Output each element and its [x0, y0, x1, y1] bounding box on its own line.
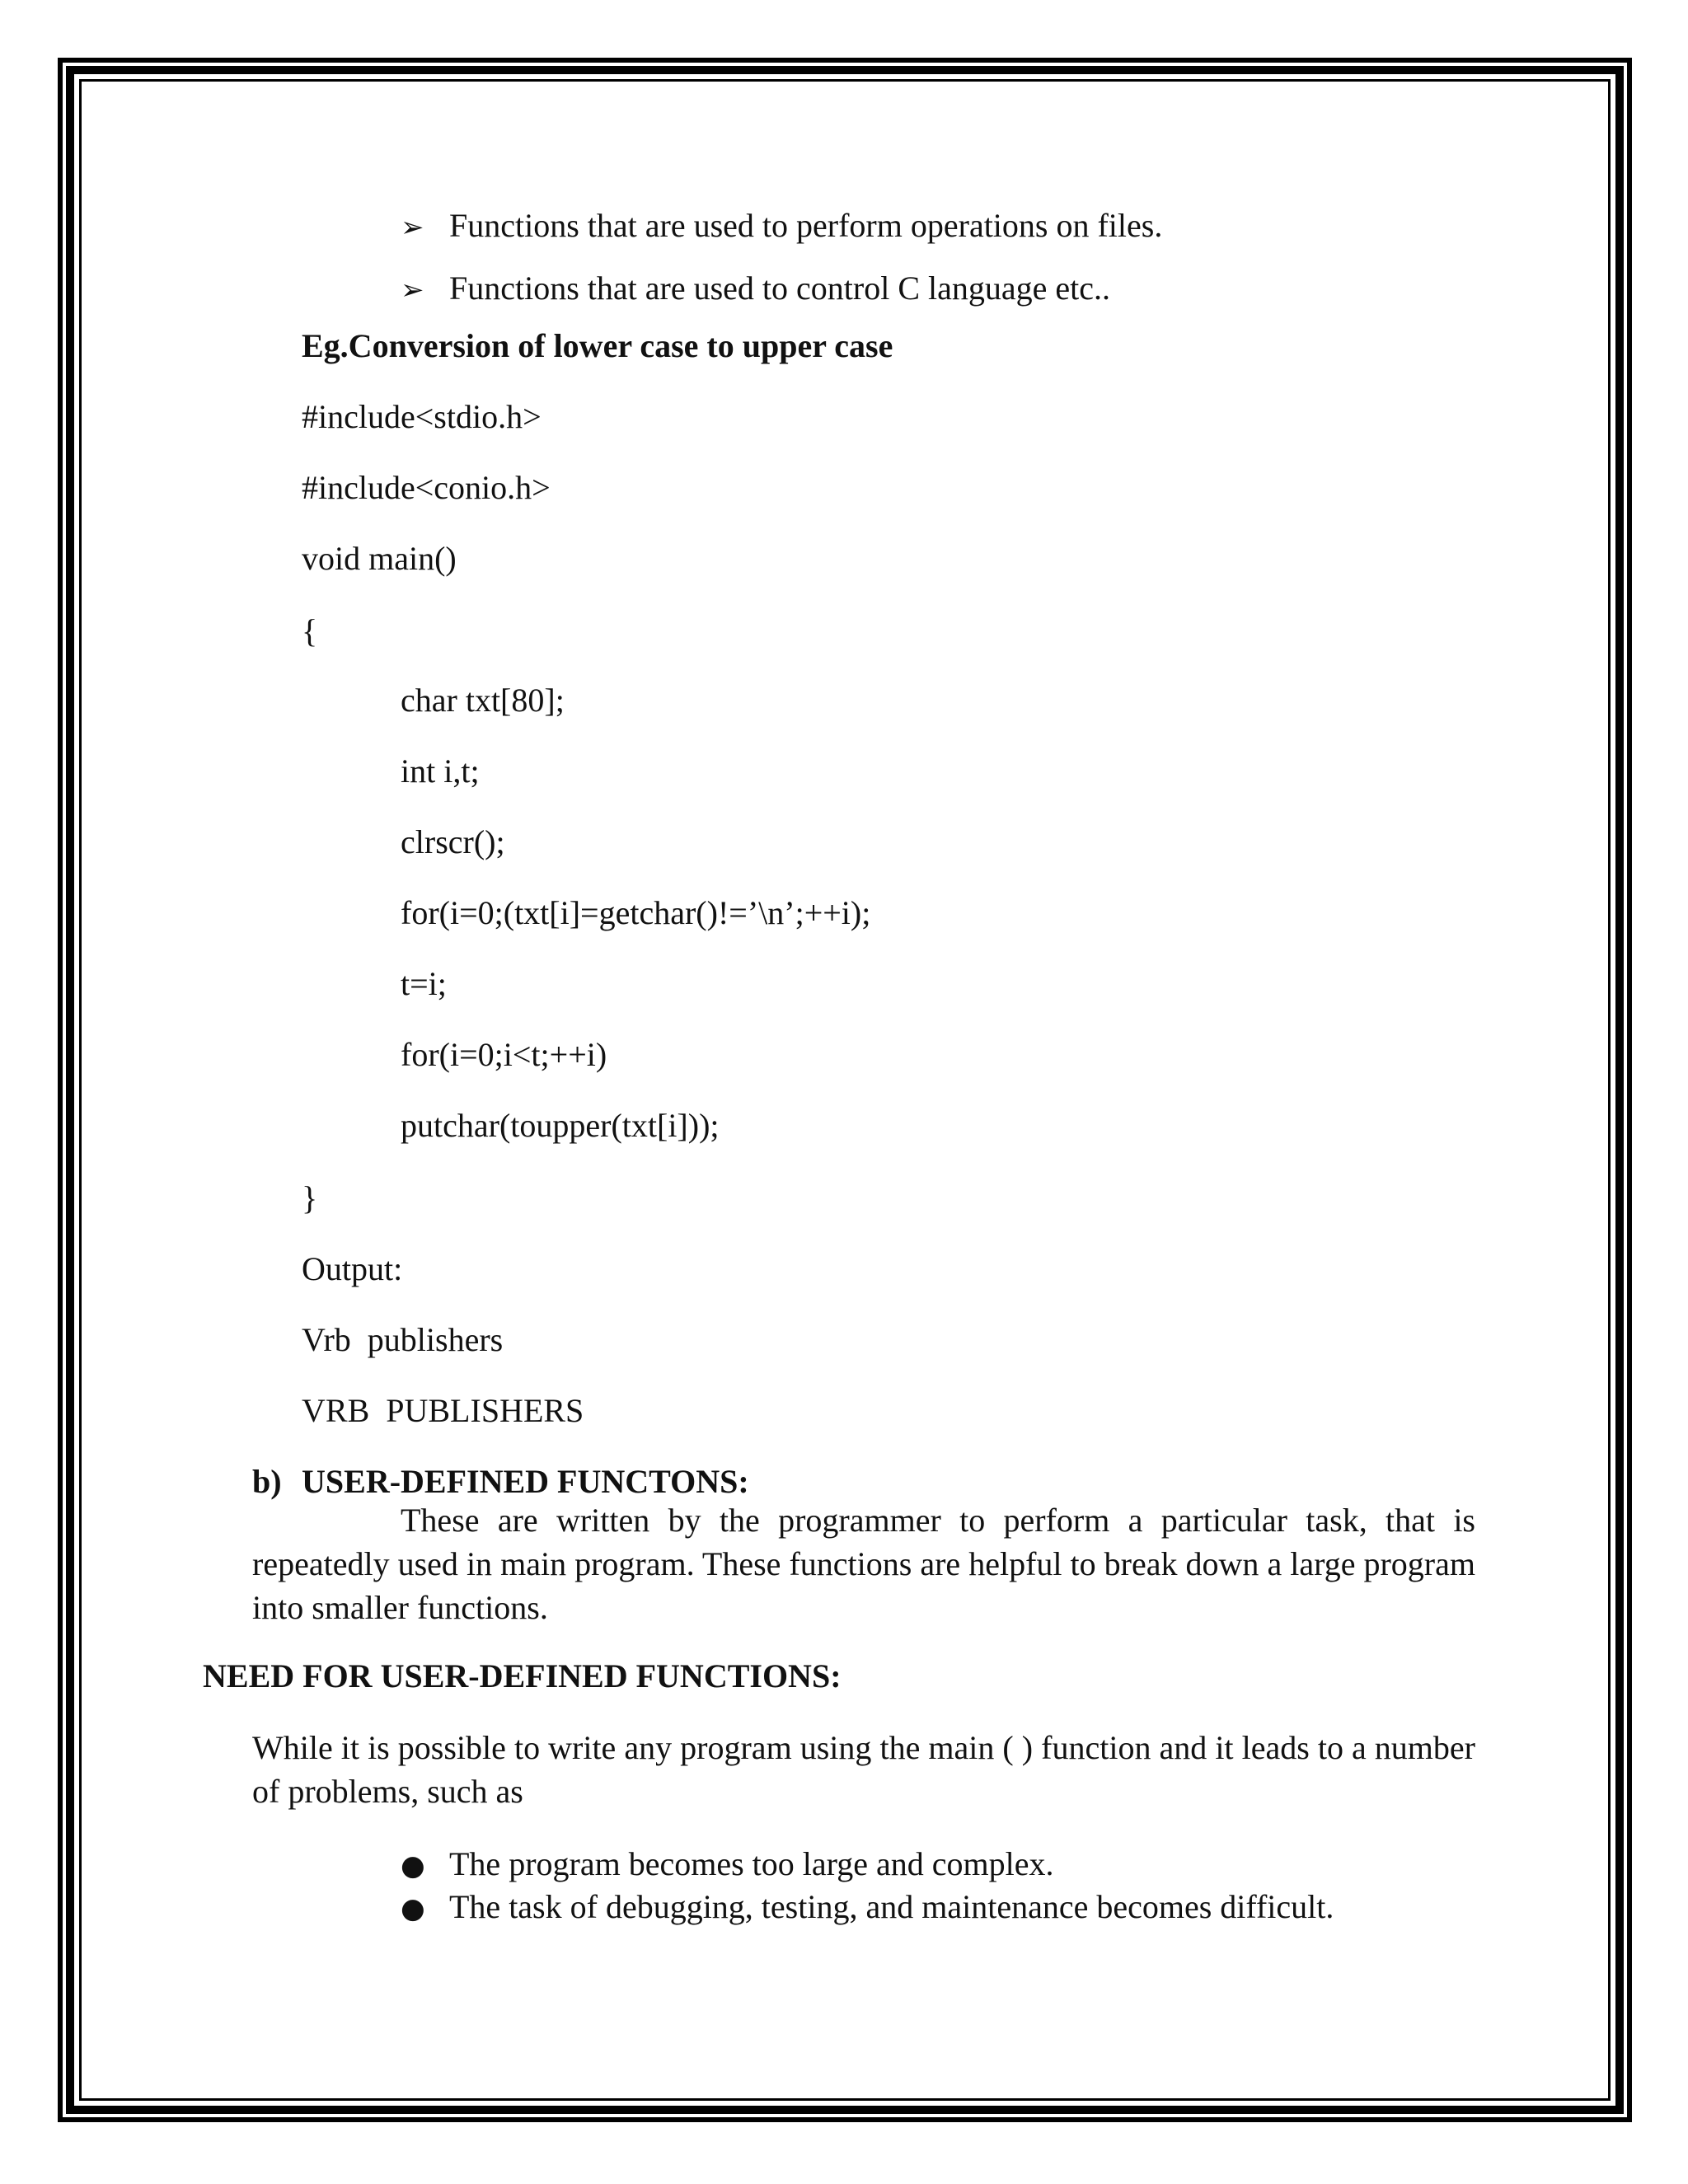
code-line: { [302, 612, 318, 649]
list-item: Functions that are used to perform operations on files. [449, 207, 1163, 244]
code-line: t=i; [401, 965, 447, 1002]
code-line: for(i=0;i<t;++i) [401, 1036, 607, 1073]
arrow-bullet-icon: ➢ [401, 274, 424, 307]
section-paragraph: These are written by the programmer to perform a particular task, that is repeatedly used in main program. These functions are helpful to break down a large program into smaller functions. [252, 1502, 1475, 1626]
code-line: #include<stdio.h> [302, 398, 542, 435]
section-heading: USER-DEFINED FUNCTONS: [302, 1463, 749, 1500]
output-label: Output: [302, 1250, 403, 1287]
code-line: for(i=0;(txt[i]=getchar()!=’\n’;++i); [401, 894, 871, 931]
list-item: Functions that are used to control C language etc.. [449, 269, 1111, 307]
code-line: char txt[80]; [401, 682, 565, 719]
code-line: clrscr(); [401, 823, 505, 860]
code-line: void main() [302, 540, 457, 577]
bullet-icon: ● [401, 1892, 425, 1925]
need-heading: NEED FOR USER-DEFINED FUNCTIONS: [203, 1657, 842, 1694]
bullet-icon: ● [401, 1849, 425, 1882]
bullet-item: The program becomes too large and complex. [449, 1845, 1054, 1882]
section-marker: b) [252, 1463, 282, 1500]
example-heading: Eg.Conversion of lower case to upper case [302, 327, 893, 364]
code-line: #include<conio.h> [302, 469, 551, 506]
output-result-text: VRB PUBLISHERS [302, 1392, 584, 1429]
code-line: int i,t; [401, 752, 480, 790]
arrow-bullet-icon: ➢ [401, 211, 424, 244]
need-paragraph: While it is possible to write any program using the main ( ) function and it leads to a number of problems, such as [252, 1729, 1475, 1810]
bullet-item: The task of debugging, testing, and maintenance becomes difficult. [449, 1888, 1334, 1925]
output-input-text: Vrb publishers [302, 1321, 504, 1358]
code-line: } [302, 1179, 318, 1216]
code-line: putchar(toupper(txt[i])); [401, 1107, 720, 1144]
